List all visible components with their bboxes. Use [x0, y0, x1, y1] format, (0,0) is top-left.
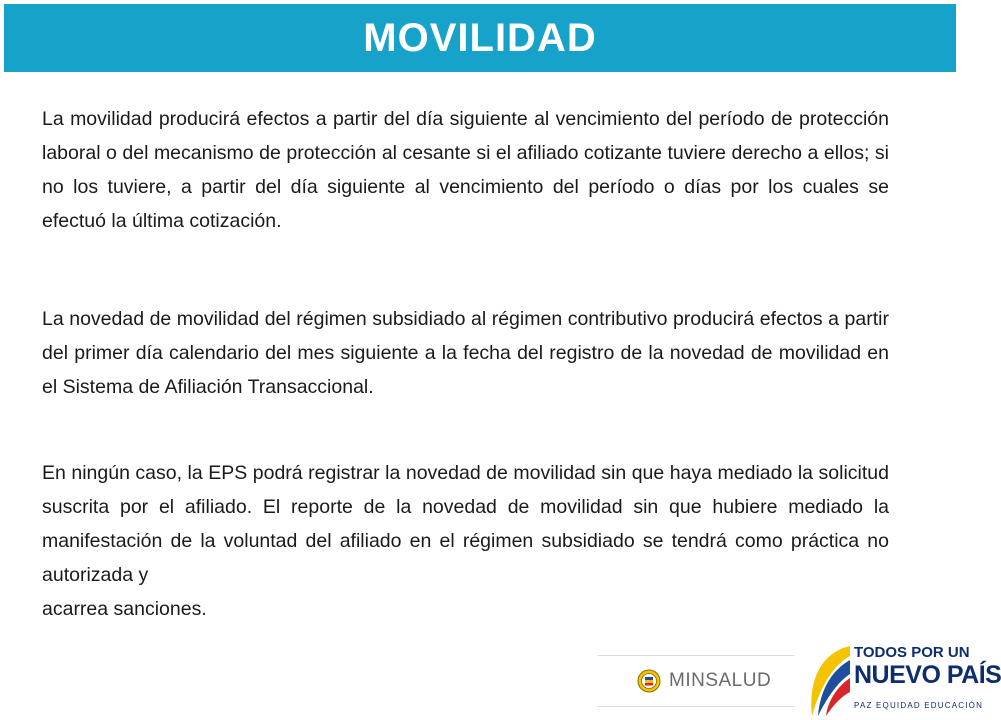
slide-title: MOVILIDAD [363, 15, 597, 60]
paragraph-movilidad-efectos: La movilidad producirá efectos a partir del día siguiente al vencimiento del período de protección laboral o del mecanismo de protección al cesante si el afiliado cotizante tuviere derecho a ellos; si no los tuviere, a partir del día siguiente al vencimiento del período o días por los cuales se efectuó la última cotización. [42, 108, 889, 232]
minsalud-logo-text: MINSALUD [669, 670, 772, 691]
paragraph-eps-restriccion: En ningún caso, la EPS podrá registrar la novedad de movilidad sin que haya mediado la solicitud suscrita por el afiliado. El reporte de la novedad de movilidad sin que hubiere mediado la manifestación de la voluntad del afiliado en el régimen subsidiado se tendrá como práctica no autorizada y [42, 462, 889, 586]
colombia-flag-swoosh-icon [806, 642, 852, 720]
paragraph-novedad-movilidad: La novedad de movilidad del régimen subsidiado al régimen contributivo producirá efectos a partir del primer día calendario del mes siguiente a la fecha del registro de la novedad de movilidad en el Sistema de Afiliación Transaccional. [42, 308, 889, 398]
government-logo-line3: PAZ EQUIDAD EDUCACIÓN [854, 701, 984, 710]
colombia-seal-icon [637, 669, 661, 693]
government-logo-line2: NUEVO PAÍS [854, 661, 1001, 689]
title-banner [4, 4, 956, 72]
government-logo [806, 642, 1001, 720]
paragraph-eps-restriccion-end: acarrea sanciones. [42, 598, 207, 620]
minsalud-logo [597, 655, 795, 707]
government-logo-line1: TODOS POR UN [854, 644, 970, 661]
